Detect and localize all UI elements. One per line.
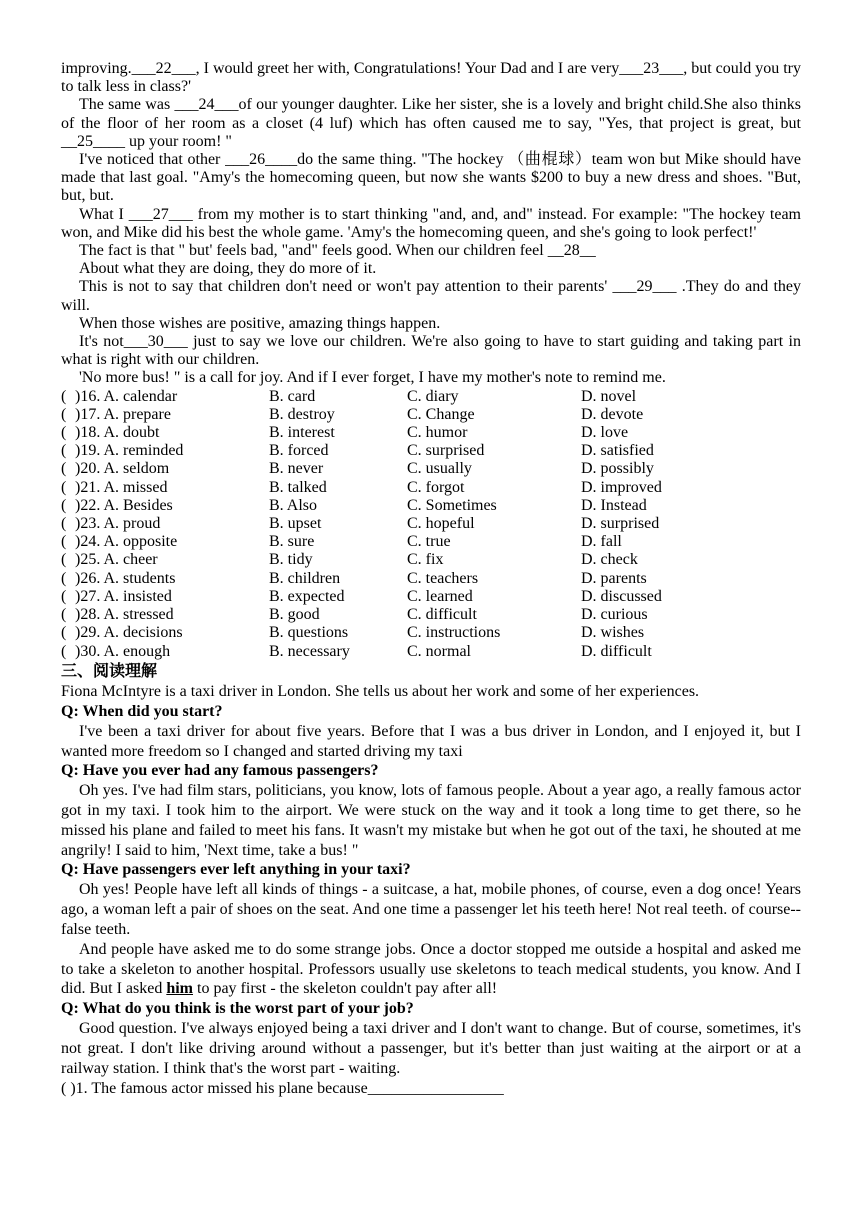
passage-paragraph: The fact is that " but' feels bad, "and" feels good. When our children feel __28__ (79, 242, 596, 260)
option-b: B. destroy (269, 405, 335, 423)
passage-paragraph: When those wishes are positive, amazing things happen. (79, 314, 441, 332)
option-c: C. Sometimes (407, 496, 497, 514)
cloze-options (61, 388, 801, 661)
answer-paren: ( (61, 533, 67, 551)
option-a: )24. A. opposite (75, 533, 178, 551)
option-a: )22. A. Besides (75, 496, 173, 514)
answer-paren: ( (61, 515, 67, 533)
option-c: C. true (407, 533, 451, 551)
option-a: )25. A. cheer (75, 551, 158, 569)
option-row (61, 533, 801, 551)
option-d: D. surprised (581, 515, 660, 533)
interview-answer: Good question. I've always enjoyed being a taxi driver and I don't want to change. But of course, sometimes, it's not great. I don't like driving around without a passenger, but it's better than just waiting at the airport or at a railway station. I think that's the worst part - waiting. (61, 1020, 801, 1077)
answer-paren: ( (61, 569, 67, 587)
answer-paren: ( (61, 587, 67, 605)
option-b: B. sure (269, 533, 315, 551)
interview-answer (61, 940, 801, 999)
option-row (61, 388, 801, 406)
interview-question: Q: Have passengers ever left anything in your taxi? (61, 861, 411, 879)
option-d: D. curious (581, 606, 648, 624)
option-row (61, 442, 801, 460)
interview-answer: Oh yes. I've had film stars, politicians, you know, lots of famous people. About a year ago, a really famous actor got in my taxi. I took him to the airport. We were stuck on the way and it took a long time to get there, so he missed his plane and failed to meet his fans. It wasn't my mistake but when he got out of the taxi, he shouted at me angrily! I said to him, 'Next time, take a bus! " (61, 782, 801, 859)
option-d: D. check (581, 551, 638, 569)
document-page (61, 60, 801, 1098)
option-c: C. normal (407, 642, 471, 660)
passage-paragraph: I've noticed that other ___26____do the same thing. "The hockey （曲棍球）team won but Mike should have made that last goal. "Amy's the homecoming queen, but now she wants $200 to buy a new dress and shoes. "But, but, but. (61, 151, 801, 205)
option-b: B. never (269, 460, 324, 478)
option-a: )16. A. calendar (75, 387, 178, 405)
option-b: B. interest (269, 424, 335, 442)
answer-paren: ( (61, 442, 67, 460)
option-row (61, 551, 801, 569)
answer-paren: ( (61, 424, 67, 442)
option-d: D. Instead (581, 496, 647, 514)
answer-paren: ( (61, 496, 67, 514)
option-c: C. diary (407, 387, 459, 405)
option-c: C. teachers (407, 569, 479, 587)
reading-section (61, 662, 801, 1099)
option-b: B. Also (269, 496, 318, 514)
option-a: )29. A. decisions (75, 624, 183, 642)
passage-paragraph: What I ___27___ from my mother is to start thinking "and, and, and" instead. For example: "The hockey team won, and Mike did his best the whole game. 'Amy's the homecoming queen, and she's going to look perfect!' (61, 205, 801, 241)
interview-answer: Oh yes! People have left all kinds of things - a suitcase, a hat, mobile phones, of course, even a dog once! Years ago, a woman left a pair of shoes on the seat. And one time a passenger let his teeth here! Not real teeth. of course--false teeth. (61, 881, 801, 939)
option-b: B. card (269, 387, 316, 405)
interview-answer: I've been a taxi driver for about five years. Before that I was a bus driver in London, and I enjoyed it, but I wanted more freedom so I changed and started driving my taxi (61, 722, 801, 760)
interview-question: Q: When did you start? (61, 702, 223, 720)
option-a: )19. A. reminded (75, 442, 184, 460)
underlined-word: him (166, 980, 193, 998)
passage-paragraph: The same was ___24___of our younger daughter. Like her sister, she is a lovely and bright child.She also thinks of the floor of her room as a closet (4 luf) which has often caused me to say, "Yes, that project is great, but __25____ up your room! " (61, 96, 801, 150)
option-c: C. forgot (407, 478, 465, 496)
interview-question: Q: Have you ever had any famous passengers? (61, 762, 379, 780)
comprehension-question: ( )1. The famous actor missed his plane because_________________ (61, 1079, 504, 1097)
option-d: D. love (581, 424, 629, 442)
answer-paren: ( (61, 387, 67, 405)
option-d: D. difficult (581, 642, 652, 660)
option-row (61, 497, 801, 515)
option-a: )20. A. seldom (75, 460, 170, 478)
option-d: D. fall (581, 533, 622, 551)
option-c: C. difficult (407, 606, 477, 624)
option-row (61, 606, 801, 624)
option-c: C. learned (407, 587, 473, 605)
option-b: B. upset (269, 515, 322, 533)
option-b: B. talked (269, 478, 327, 496)
option-b: B. tidy (269, 551, 313, 569)
option-d: D. improved (581, 478, 662, 496)
passage-paragraph: This is not to say that children don't need or won't pay attention to their parents' ___29___ .They do and they will. (61, 278, 801, 314)
answer-paren: ( (61, 606, 67, 624)
option-a: )21. A. missed (75, 478, 168, 496)
option-d: D. discussed (581, 587, 662, 605)
cloze-passage (61, 60, 801, 388)
option-a: )30. A. enough (75, 642, 171, 660)
answer-paren: ( (61, 405, 67, 423)
option-b: B. forced (269, 442, 329, 460)
section-heading: 三、阅读理解 (61, 662, 158, 680)
option-a: )27. A. insisted (75, 587, 172, 605)
option-c: C. Change (407, 405, 475, 423)
option-c: C. humor (407, 424, 468, 442)
option-d: D. wishes (581, 624, 645, 642)
answer-paren: ( (61, 624, 67, 642)
passage-paragraph: 'No more bus! " is a call for joy. And if I ever forget, I have my mother's note to remind me. (79, 369, 666, 387)
option-a: )26. A. students (75, 569, 176, 587)
option-a: )18. A. doubt (75, 424, 160, 442)
passage-paragraph: improving.___22___, I would greet her with, Congratulations! Your Dad and I are very___23___, but could you try to talk less in class?' (61, 60, 801, 96)
option-row (61, 406, 801, 424)
answer-paren: ( (61, 460, 67, 478)
option-b: B. expected (269, 587, 345, 605)
option-c: C. hopeful (407, 515, 475, 533)
option-a: )28. A. stressed (75, 606, 174, 624)
answer-paren: ( (61, 478, 67, 496)
option-c: C. usually (407, 460, 472, 478)
option-c: C. surprised (407, 442, 485, 460)
option-row (61, 624, 801, 642)
answer-paren: ( (61, 642, 67, 660)
option-row (61, 424, 801, 442)
passage-paragraph: About what they are doing, they do more of it. (79, 260, 377, 278)
option-row (61, 570, 801, 588)
option-row (61, 588, 801, 606)
option-row (61, 479, 801, 497)
option-d: D. novel (581, 387, 637, 405)
option-a: )23. A. proud (75, 515, 161, 533)
option-row (61, 643, 801, 661)
option-a: )17. A. prepare (75, 405, 171, 423)
answer-paren: ( (61, 551, 67, 569)
answer-text: to pay first - the skeleton couldn't pay after all! (193, 980, 498, 998)
option-b: B. questions (269, 624, 349, 642)
option-d: D. satisfied (581, 442, 654, 460)
option-c: C. instructions (407, 624, 501, 642)
interview-question: Q: What do you think is the worst part of your job? (61, 1000, 414, 1018)
option-d: D. devote (581, 405, 644, 423)
option-b: B. good (269, 606, 320, 624)
option-row (61, 460, 801, 478)
answer-text: And people have asked me to do some strange jobs. Once a doctor stopped me outside a hospital and asked me to take a skeleton to another hospital. Professors usually use skeletons to teach medical students, you know. And I did. But I asked (61, 940, 801, 998)
option-b: B. children (269, 569, 341, 587)
reading-intro: Fiona McIntyre is a taxi driver in London. She tells us about her work and some of her experiences. (61, 682, 700, 700)
option-b: B. necessary (269, 642, 350, 660)
passage-paragraph: It's not___30___ just to say we love our children. We're also going to have to start guiding and taking part in what is right with our children. (61, 333, 801, 369)
option-d: D. possibly (581, 460, 654, 478)
option-c: C. fix (407, 551, 444, 569)
option-d: D. parents (581, 569, 647, 587)
option-row (61, 515, 801, 533)
